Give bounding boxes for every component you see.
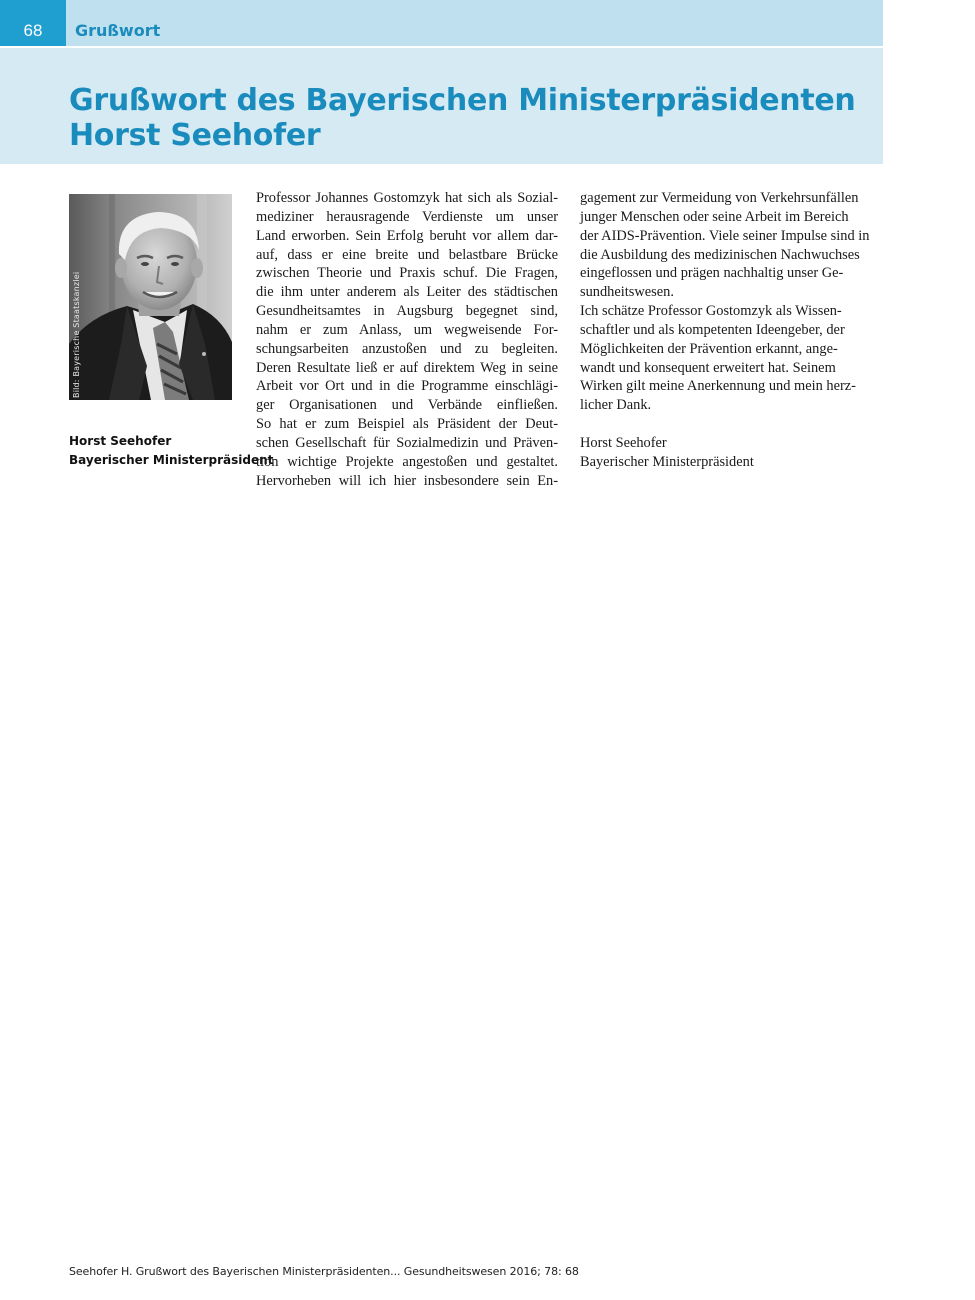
body-column-2	[580, 189, 882, 472]
text-line: So hat er zum Beispiel als Präsident der Deut-	[256, 416, 558, 433]
text-line: gagement zur Vermeidung von Verkehrsunfällen	[580, 190, 859, 206]
page-number: 68	[0, 0, 66, 46]
text-line: nahm er zum Anlass, um wegweisende For-	[256, 321, 558, 338]
paragraph-3	[580, 302, 882, 415]
signature	[580, 434, 882, 472]
text-line: die Ausbildung des medizinischen Nachwuchses	[580, 246, 860, 263]
paragraph-2	[256, 415, 558, 490]
section-label: Grußwort	[75, 21, 161, 40]
page-title	[69, 83, 859, 153]
text-line: Möglichkeiten der Prävention erkannt, ange-	[580, 340, 838, 357]
text-line: licher Dank.	[580, 397, 652, 414]
text-line: sundheitswesen.	[580, 284, 674, 301]
text-line: Hervorheben will ich hier insbesondere sein En-	[256, 472, 558, 489]
text-line: Deren Resultate ließ er auf direktem Weg in seine	[256, 359, 558, 376]
text-line: eingeflossen und prägen nachhaltig unser Ge-	[580, 265, 844, 282]
paragraph-2-continued	[580, 189, 882, 302]
text-line: Arbeit vor Ort und in die Programme einschlägi-	[256, 378, 558, 395]
text-line: Professor Johannes Gostomzyk hat sich als Sozial-	[256, 190, 558, 206]
text-line: wandt und konsequent erweitert hat. Seinem	[580, 359, 836, 376]
text-line: schaftler und als kompetenten Ideengeber, der	[580, 321, 845, 338]
page-title-line-2: Horst Seehofer	[69, 118, 321, 153]
text-line: der AIDS-Prävention. Viele seiner Impulse sind in	[580, 227, 870, 244]
portrait-photo	[69, 194, 232, 400]
photo-credit: Bild: Bayerische Staatskanzlei	[72, 271, 81, 398]
text-line: auf, dass er eine breite und belastbare Brücke	[256, 246, 558, 263]
paragraph-1	[256, 189, 558, 415]
photo-caption	[69, 432, 274, 470]
caption-role: Bayerischer Ministerpräsident	[69, 453, 274, 467]
text-line: schungsarbeiten anzustoßen und zu begleiten.	[256, 340, 558, 357]
text-line: mediziner herausragende Verdienste um unser	[256, 208, 558, 225]
signature-name: Horst Seehofer	[580, 434, 667, 451]
citation-footer: Seehofer H. Grußwort des Bayerischen Ministerpräsidenten... Gesundheitswesen 2016; 78: 68	[69, 1265, 579, 1278]
text-line: tion wichtige Projekte angestoßen und gestaltet.	[256, 453, 558, 470]
text-line: die ihm unter anderem als Leiter des städtischen	[256, 284, 558, 301]
text-line: Land erworben. Sein Erfolg beruht vor allem dar-	[256, 227, 558, 244]
text-line: Gesundheitsamtes in Augsburg begegnet sind,	[256, 303, 558, 320]
text-line: junger Menschen oder seine Arbeit im Bereich	[580, 208, 849, 225]
page-title-line-1: Grußwort des Bayerischen Ministerpräsidenten	[69, 83, 856, 118]
text-line: schen Gesellschaft für Sozialmedizin und Präven-	[256, 434, 558, 451]
caption-name: Horst Seehofer	[69, 434, 172, 448]
body-column-1	[256, 189, 558, 491]
text-line: Ich schätze Professor Gostomzyk als Wissen-	[580, 303, 842, 320]
signature-role: Bayerischer Ministerpräsident	[580, 453, 754, 470]
text-line: Wirken gilt meine Anerkennung und mein herz-	[580, 378, 856, 395]
text-line: ger Organisationen und Verbände einfließen.	[256, 397, 558, 414]
text-line: zwischen Theorie und Praxis schuf. Die Fragen,	[256, 265, 558, 282]
